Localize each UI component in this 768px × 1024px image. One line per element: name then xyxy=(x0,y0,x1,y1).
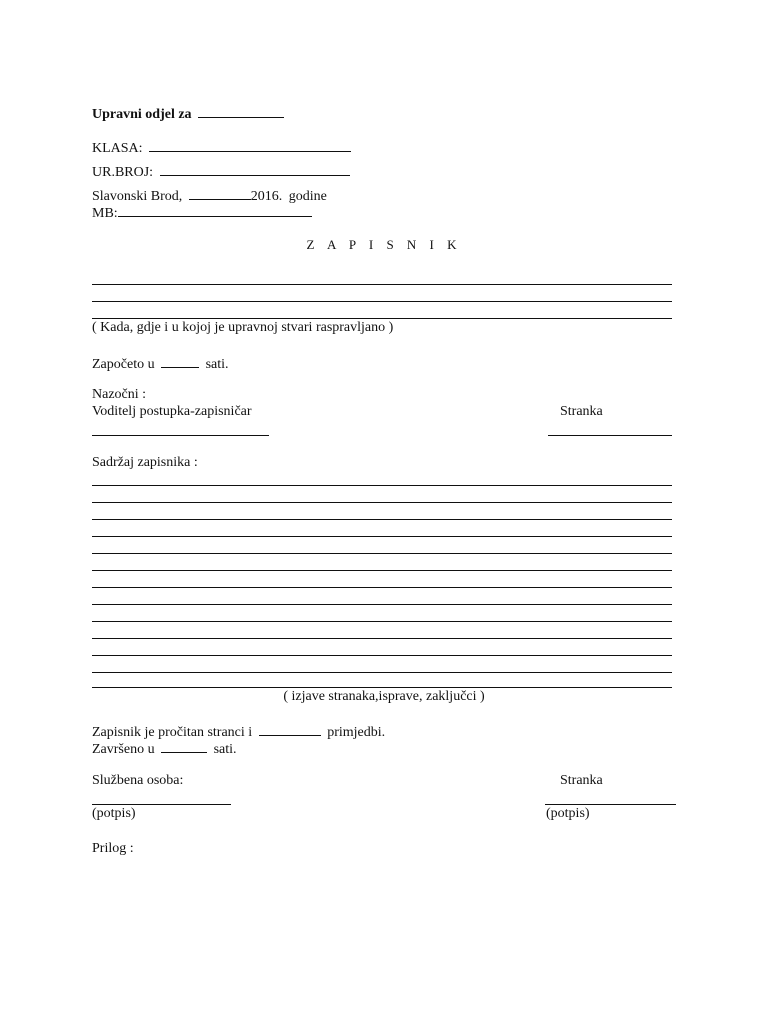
content-line-2 xyxy=(92,502,672,503)
location-line-1 xyxy=(92,284,672,285)
content-line-6 xyxy=(92,570,672,571)
department-blank xyxy=(198,104,284,118)
started-suffix: sati. xyxy=(205,357,229,372)
finished-line xyxy=(92,739,237,758)
location-line-3 xyxy=(92,318,672,319)
content-label: Sadržaj zapisnika : xyxy=(92,455,198,470)
mb-line xyxy=(92,203,312,222)
godine-label: godine xyxy=(288,189,327,204)
finished-suffix: sati. xyxy=(213,742,237,757)
official-signature-line xyxy=(92,804,231,805)
urbroj-line xyxy=(92,162,350,181)
left-role-signature-line xyxy=(92,435,269,436)
started-time-blank xyxy=(161,354,199,368)
mb-blank xyxy=(118,203,312,217)
remarks-blank xyxy=(259,722,321,736)
content-line-3 xyxy=(92,519,672,520)
department-label: Upravni odjel za xyxy=(92,107,192,122)
date-blank xyxy=(189,186,251,200)
document-title: Z A P I S N I K xyxy=(306,237,462,252)
content-note: ( izjave stranaka,isprave, zaključci ) xyxy=(283,689,485,704)
left-role-label: Voditelj postupka-zapisničar xyxy=(92,404,252,419)
klasa-blank xyxy=(149,138,351,152)
party-label: Stranka xyxy=(560,773,603,788)
present-label: Nazočni : xyxy=(92,387,147,402)
year-text: 2016. xyxy=(250,189,283,204)
finished-time-blank xyxy=(161,739,207,753)
content-line-11 xyxy=(92,655,672,656)
started-prefix: Započeto u xyxy=(92,357,155,372)
mb-label: MB: xyxy=(92,206,118,221)
location-note: ( Kada, gdje i u kojoj je upravnoj stvari raspravljano ) xyxy=(92,320,394,335)
urbroj-blank xyxy=(160,162,350,176)
read-suffix: primjedbi. xyxy=(327,725,386,740)
content-line-4 xyxy=(92,536,672,537)
content-line-5 xyxy=(92,553,672,554)
right-role-signature-line xyxy=(548,435,672,436)
official-sign-caption: (potpis) xyxy=(92,806,136,821)
klasa-line xyxy=(92,138,351,157)
attachment-label: Prilog : xyxy=(92,841,134,856)
content-line-12 xyxy=(92,672,672,673)
read-prefix: Zapisnik je pročitan stranci i xyxy=(92,725,253,740)
party-signature-line xyxy=(545,804,676,805)
started-line xyxy=(92,354,229,373)
urbroj-label: UR.BROJ: xyxy=(92,165,154,180)
finished-prefix: Završeno u xyxy=(92,742,155,757)
place-label: Slavonski Brod, xyxy=(92,189,183,204)
department-line xyxy=(92,104,284,123)
location-line-2 xyxy=(92,301,672,302)
party-sign-caption: (potpis) xyxy=(546,806,590,821)
official-label: Službena osoba: xyxy=(92,773,184,788)
content-line-13 xyxy=(92,687,672,688)
klasa-label: KLASA: xyxy=(92,141,143,156)
content-line-8 xyxy=(92,604,672,605)
content-line-10 xyxy=(92,638,672,639)
content-line-7 xyxy=(92,587,672,588)
content-line-9 xyxy=(92,621,672,622)
right-role-label: Stranka xyxy=(560,404,603,419)
content-line-1 xyxy=(92,485,672,486)
